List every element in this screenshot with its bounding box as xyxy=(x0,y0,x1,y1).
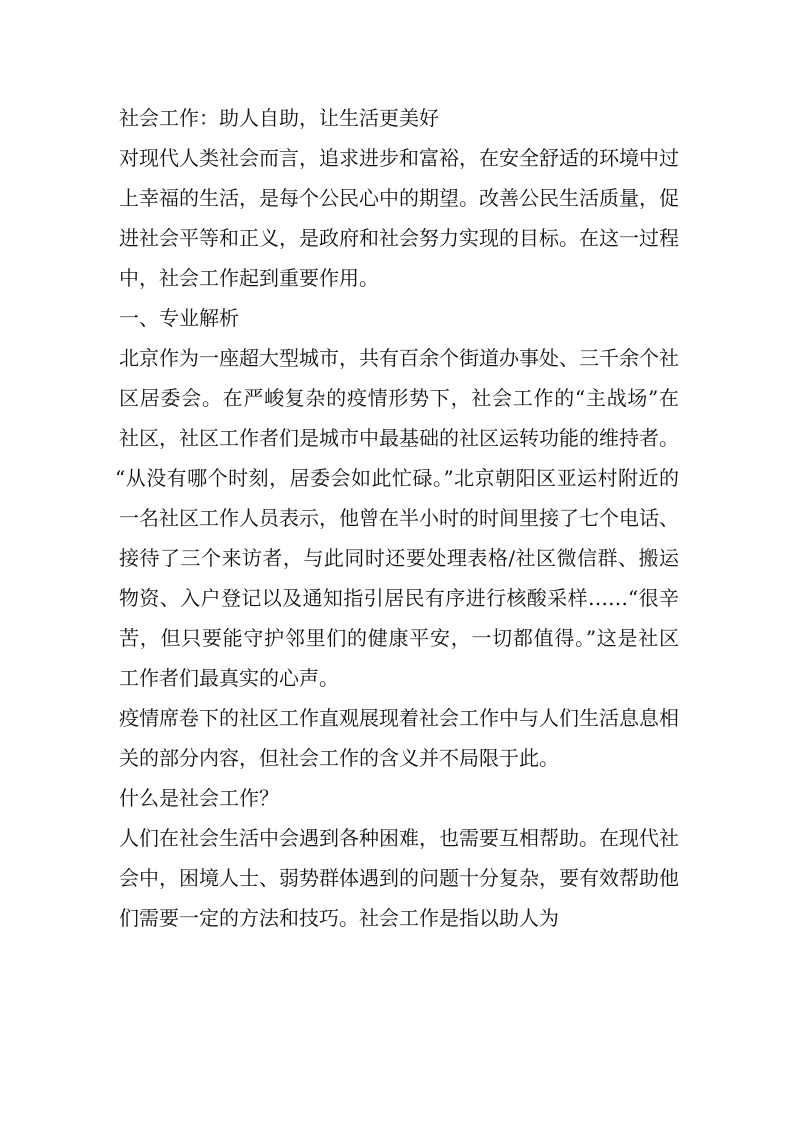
section-heading-professional-analysis: 一、专业解析 xyxy=(119,306,239,330)
intro-paragraph: 对现代人类社会而言，追求进步和富裕，在安全舒适的环境中过上幸福的生活，是每个公民心中的期望。改善公民生活质量，促进社会平等和正义，是政府和社会努力实现的目标。在这一过程中，社会工作起到重要作用。 xyxy=(119,146,679,290)
document-body xyxy=(115,98,679,938)
community-worker-quote-paragraph: “从没有哪个时刻，居委会如此忙碌。”北京朝阳区亚运村附近的一名社区工作人员表示，他曾在半小时的时间里接了七个电话、接待了三个来访者，与此同时还要处理表格/社区微信群、搬运物资、入户登记以及通知指引居民有序进行核酸采样……“很辛苦，但只要能守护邻里们的健康平安，一切都值得。”这是社区工作者们最真实的心声。 xyxy=(115,466,679,690)
pandemic-community-work-paragraph: 疫情席卷下的社区工作直观展现着社会工作中与人们生活息息相关的部分内容，但社会工作的含义并不局限于此。 xyxy=(119,706,679,770)
subheading-what-is-social-work: 什么是社会工作？ xyxy=(119,786,279,810)
social-work-definition-paragraph: 人们在社会生活中会遇到各种困难，也需要互相帮助。在现代社会中，困境人士、弱势群体遇到的问题十分复杂，要有效帮助他们需要一定的方法和技巧。社会工作是指以助人为 xyxy=(119,826,679,930)
document-title: 社会工作：助人自助，让生活更美好 xyxy=(119,106,439,130)
beijing-community-paragraph: 北京作为一座超大型城市，共有百余个街道办事处、三千余个社区居委会。在严峻复杂的疫情形势下，社会工作的“主战场”在社区，社区工作者们是城市中最基础的社区运转功能的维持者。 xyxy=(119,346,679,450)
